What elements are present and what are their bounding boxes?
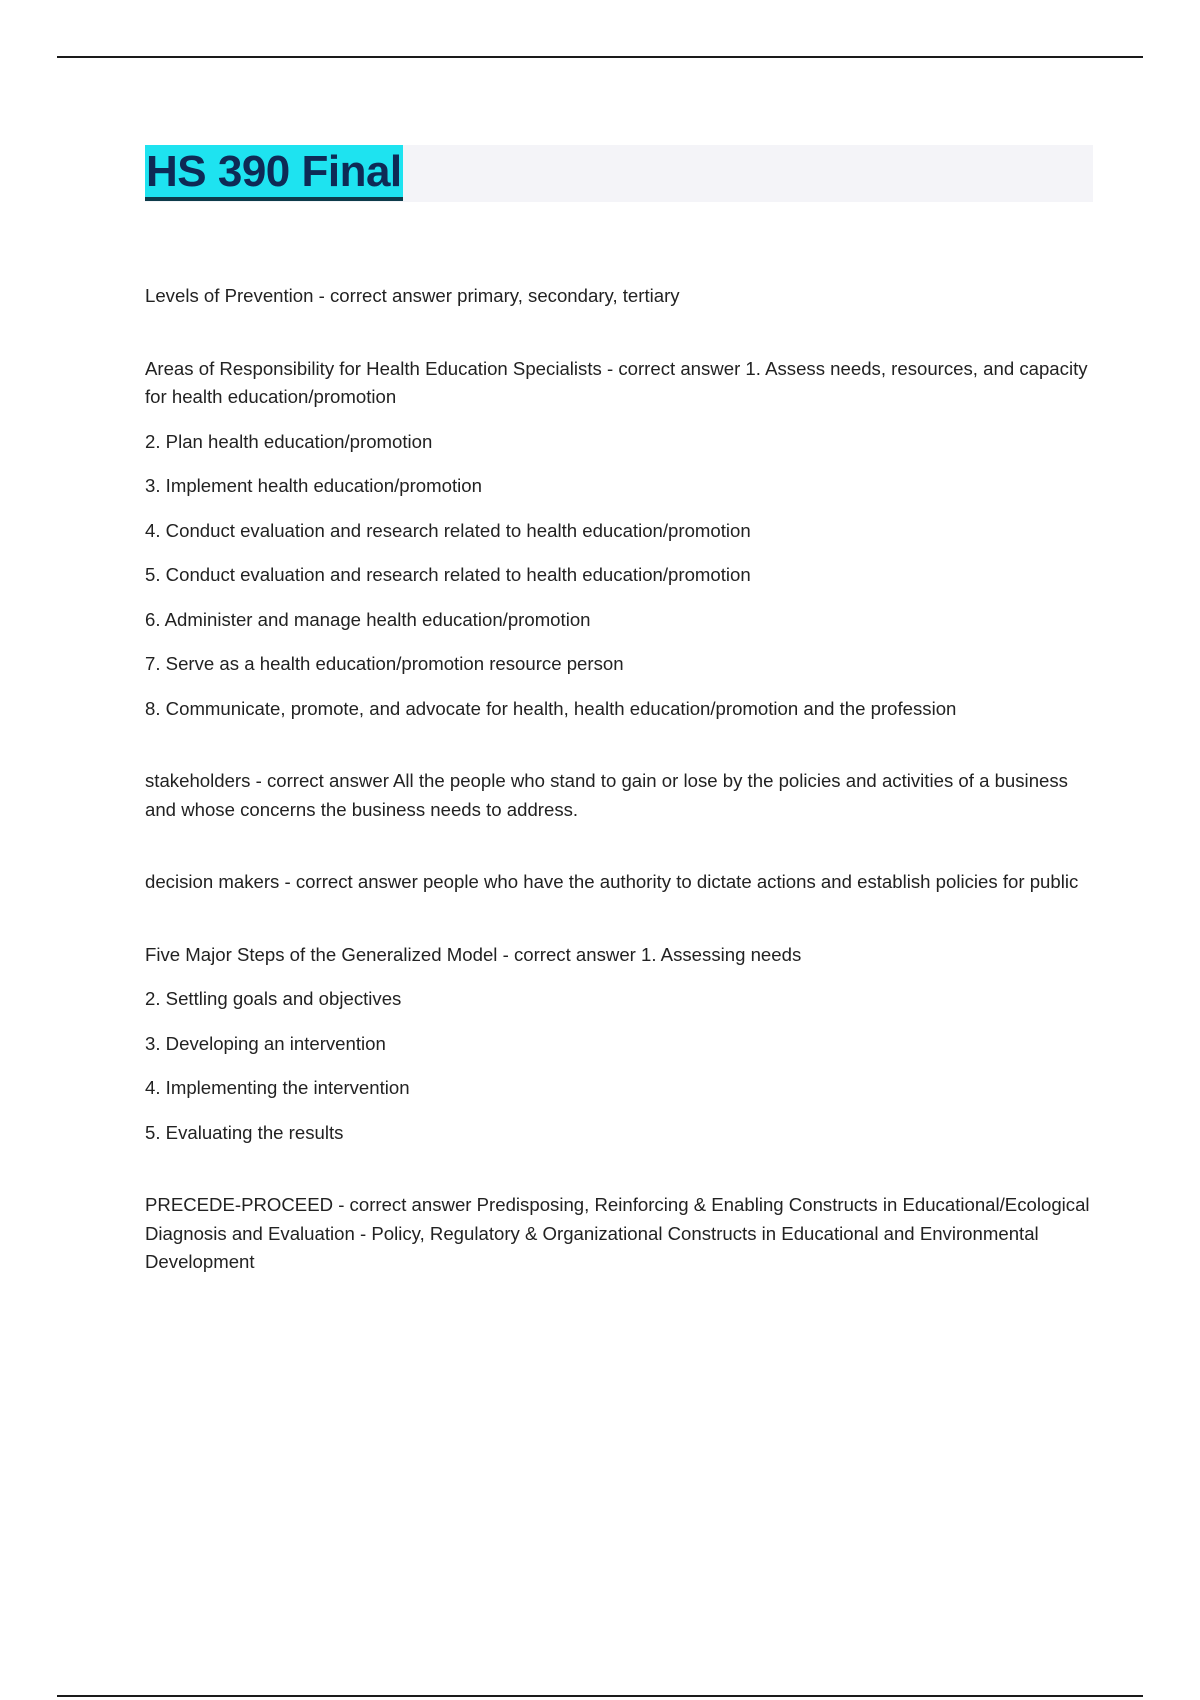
qa-line: 6. Administer and manage health education/promotion (145, 608, 591, 630)
qa-line: Levels of Prevention - correct answer primary, secondary, tertiary (145, 285, 680, 306)
qa-line: 2. Plan health education/promotion (145, 430, 433, 452)
footer-rule (57, 1695, 1143, 1697)
qa-line: 4. Implementing the intervention (145, 1077, 410, 1098)
page-title: HS 390 Final (145, 145, 403, 201)
qa-list (145, 282, 1093, 1277)
qa-line: decision makers - correct answer people who have the authority to dictate actions and establish policies for public (145, 871, 1079, 892)
qa-line: 5. Evaluating the results (145, 1121, 344, 1143)
document-page (145, 145, 1093, 1293)
qa-line: stakeholders - correct answer All the people who stand to gain or lose by the policies and activities of a business and whose concerns the business needs to address. (145, 770, 1068, 820)
qa-item (145, 355, 1093, 724)
qa-line: 2. Settling goals and objectives (145, 988, 402, 1009)
qa-line: 3. Developing an intervention (145, 1032, 386, 1054)
qa-line: 8. Communicate, promote, and advocate for health, health education/promotion and the profession (145, 697, 957, 719)
qa-item (145, 767, 1093, 824)
qa-item (145, 941, 1093, 1148)
qa-line: PRECEDE-PROCEED - correct answer Predisposing, Reinforcing & Enabling Constructs in Educational/Ecological Diagnosis and Evaluation - Policy, Regulatory & Organizational Constructs in Educational and Environmental Development (145, 1194, 1090, 1272)
title-band (145, 145, 1093, 202)
qa-item (145, 282, 1093, 311)
qa-line: Five Major Steps of the Generalized Model - correct answer 1. Assessing needs (145, 943, 802, 965)
qa-line: 5. Conduct evaluation and research related to health education/promotion (145, 564, 751, 585)
qa-line: 3. Implement health education/promotion (145, 475, 482, 496)
qa-line: Areas of Responsibility for Health Education Specialists - correct answer 1. Assess needs, resources, and capacity for health education/promotion (145, 357, 1088, 407)
qa-item (145, 1191, 1093, 1277)
qa-item (145, 868, 1093, 897)
qa-line: 7. Serve as a health education/promotion resource person (145, 653, 624, 674)
qa-line: 4. Conduct evaluation and research related to health education/promotion (145, 519, 751, 541)
header-rule (57, 56, 1143, 58)
